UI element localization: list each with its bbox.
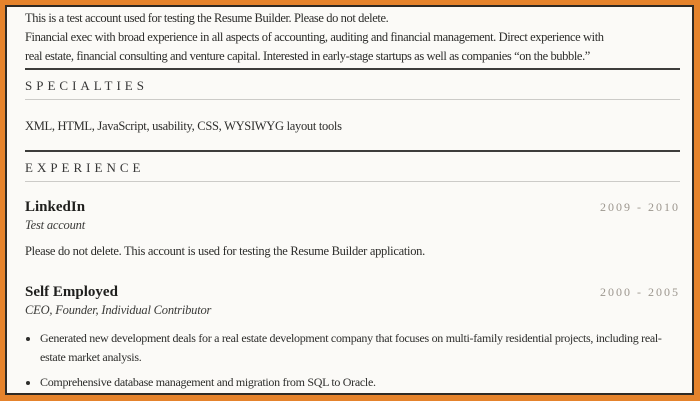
summary-line: Financial exec with broad experience in all aspects of accounting, auditing and financial management. Direct experience with (25, 30, 604, 44)
experience-entry-linkedin (25, 198, 680, 261)
summary-line: real estate, financial consulting and venture capital. Interested in early-stage startups as well as companies “on the bubble.” (25, 49, 590, 63)
summary-block (25, 9, 680, 66)
specialties-section (25, 68, 680, 136)
job-title: Test account (25, 218, 85, 232)
company-name: LinkedIn (25, 199, 86, 215)
job-description: Please do not delete. This account is used for testing the Resume Builder application. (25, 244, 425, 258)
job-title: CEO, Founder, Individual Contributor (25, 303, 212, 317)
job-header (25, 283, 680, 301)
summary-note: This is a test account used for testing the Resume Builder. Please do not delete. (25, 11, 389, 25)
specialties-list: XML, HTML, JavaScript, usability, CSS, WYSIWYG layout tools (25, 119, 342, 133)
bullet-item: • Comprehensive database management and migration from SQL to Oracle. (40, 373, 680, 392)
job-header (25, 198, 680, 216)
resume-document (5, 5, 694, 395)
job-dates: 2000 - 2005 (600, 285, 680, 299)
job-dates: 2009 - 2010 (600, 200, 680, 214)
job-bullets (25, 329, 680, 392)
bullet-item: • Generated new development deals for a real estate development company that focuses on multi-family residential projects, including real-estate market analysis. (40, 329, 680, 367)
specialties-heading: SPECIALTIES (25, 70, 680, 100)
experience-entry-self-employed (25, 283, 680, 392)
company-name: Self Employed (25, 284, 118, 300)
experience-heading: EXPERIENCE (25, 152, 680, 182)
experience-section (25, 150, 680, 392)
